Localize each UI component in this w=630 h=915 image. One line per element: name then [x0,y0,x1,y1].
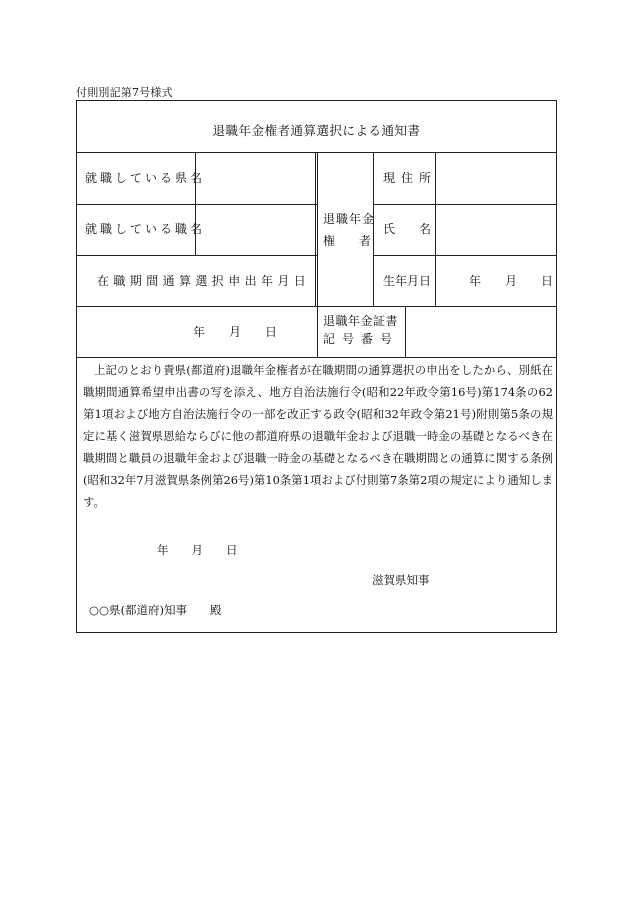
form-title: 退職年金権者通算選択による通知書 [212,123,421,138]
form-number: 付則別記第7号様式 [76,86,173,99]
divider [405,306,406,357]
notice-date: 年 月 日 [157,543,238,557]
name-input[interactable] [437,205,555,254]
pensioner-label-line1: 退職年金 [323,212,376,226]
addressee: ○○県(都道府)知事 殿 [89,603,222,617]
divider [373,255,556,256]
divider [77,255,317,256]
name-label: 氏 名 [383,222,432,236]
birthdate-label: 生年月日 [383,274,432,288]
request-date-label: 在職期間通算選択申出年月日 [97,274,311,288]
address-label: 現住所 [383,171,438,185]
prefecture-input[interactable] [197,153,314,203]
birthdate-value: 年 月 日 [469,274,554,288]
prefecture-label: 就職している県名 [85,171,206,185]
divider [195,152,196,255]
issue-date-row: 年 月 日 [193,325,278,339]
job-title-input[interactable] [197,205,314,254]
cert-label-line1: 退職年金証書 [323,314,399,328]
cert-number-input[interactable] [407,307,555,356]
job-title-label: 就職している職名 [85,222,206,236]
divider [317,152,318,357]
notice-form [76,100,557,633]
divider [77,357,556,358]
divider [315,152,316,306]
issuer-name: 滋賀県知事 [372,573,430,587]
cert-label-line2: 記号番号 [323,332,400,346]
address-input[interactable] [437,153,555,203]
notice-body: 上記のとおり貴県(都道府)退職年金権者が在職期間の通算選択の申出をしたから、別紙在職期間通算希望申出書の写を添え、地方自治法施行令(昭和22年政令第16号)第174条の62第1項および地方自治法施行令の一部を改正する政令(昭和32年政令第21号)附則第5条の規定に基く滋賀県恩給ならびに他の都道府県の退職年金および退職一時金の基礎となるべき在職期間と職員の退職年金および退職一時金の基礎となるべき在職期間との通算に関する条例(昭和32年7月滋賀県条例第26号)第10条第1項および付則第7条第2項の規定により通知します。 [83,363,553,509]
divider [373,152,374,306]
pensioner-label-line2: 権 者 [323,234,372,248]
